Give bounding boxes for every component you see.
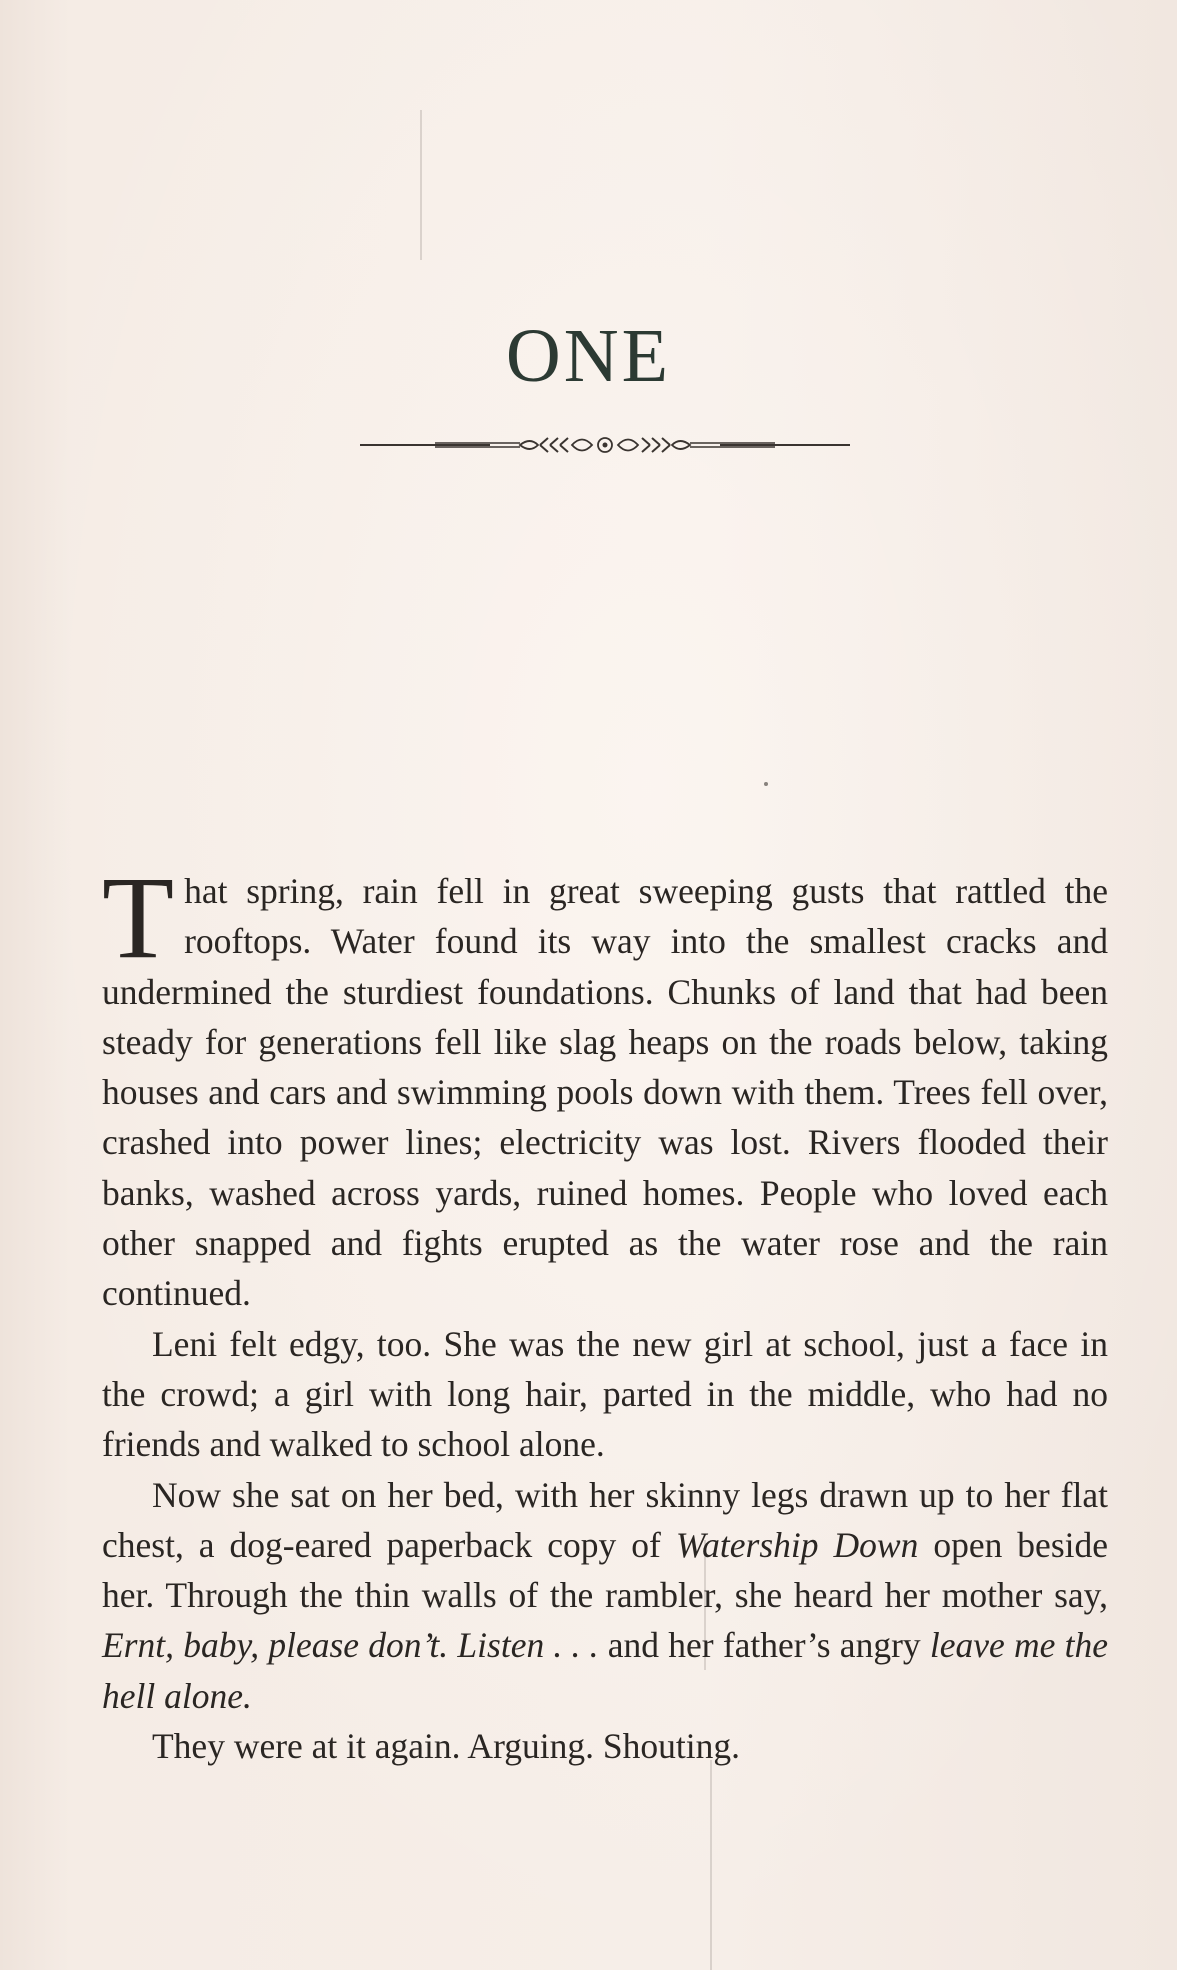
paragraph-1 [102,852,1108,1319]
mother-quote-italic: Ernt, baby, please don’t. Listen . . . [102,1625,599,1666]
bleed-through-text [100,140,1100,190]
drop-cap: T [102,852,175,983]
paragraph-3-text-a: Now she sat on her bed, with her skinny legs drawn up to her flat chest, a dog-eared paperback copy of [102,1474,1108,1565]
paragraph-4: They were at it again. Arguing. Shouting. [152,1726,740,1767]
chapter-title: ONE [505,313,672,398]
paragraph-2: Leni felt edgy, too. She was the new girl at school, just a face in the crowd; a girl with long hair, parted in the middle, who had no friends and walked to school alone. [102,1323,1108,1465]
paragraph-3-text-c: and her father’s angry [598,1625,930,1666]
paragraph-3-text-b: open beside her. Through the thin walls of the rambler, she heard her mother say, [102,1524,1108,1616]
father-quote-italic: leave me the hell alone. [102,1625,1108,1716]
paragraph-1-text: hat spring, rain fell in great sweeping gusts that rattled the rooftops. Water found its way into the smallest cracks and undermined the sturdiest foundations. Chunks of land that had been steady for generations fell like slag heaps on the roads below, taking houses and cars and swimming pools down with them. Trees fell over, crashed into power lines; electricity was lost. Rivers flooded their banks, washed across yards, ruined homes. People who loved each other snapped and fights erupted as the water rose and the rain continued. [102,871,1108,1314]
book-title-italic: Watership Down [675,1524,919,1565]
page-crease [710,1760,712,1970]
page-crease [420,110,422,260]
paper-speck [764,782,768,786]
ornament-divider-icon [360,432,850,458]
paragraph-3 [102,1470,1108,1721]
chapter-body [102,852,1108,1771]
